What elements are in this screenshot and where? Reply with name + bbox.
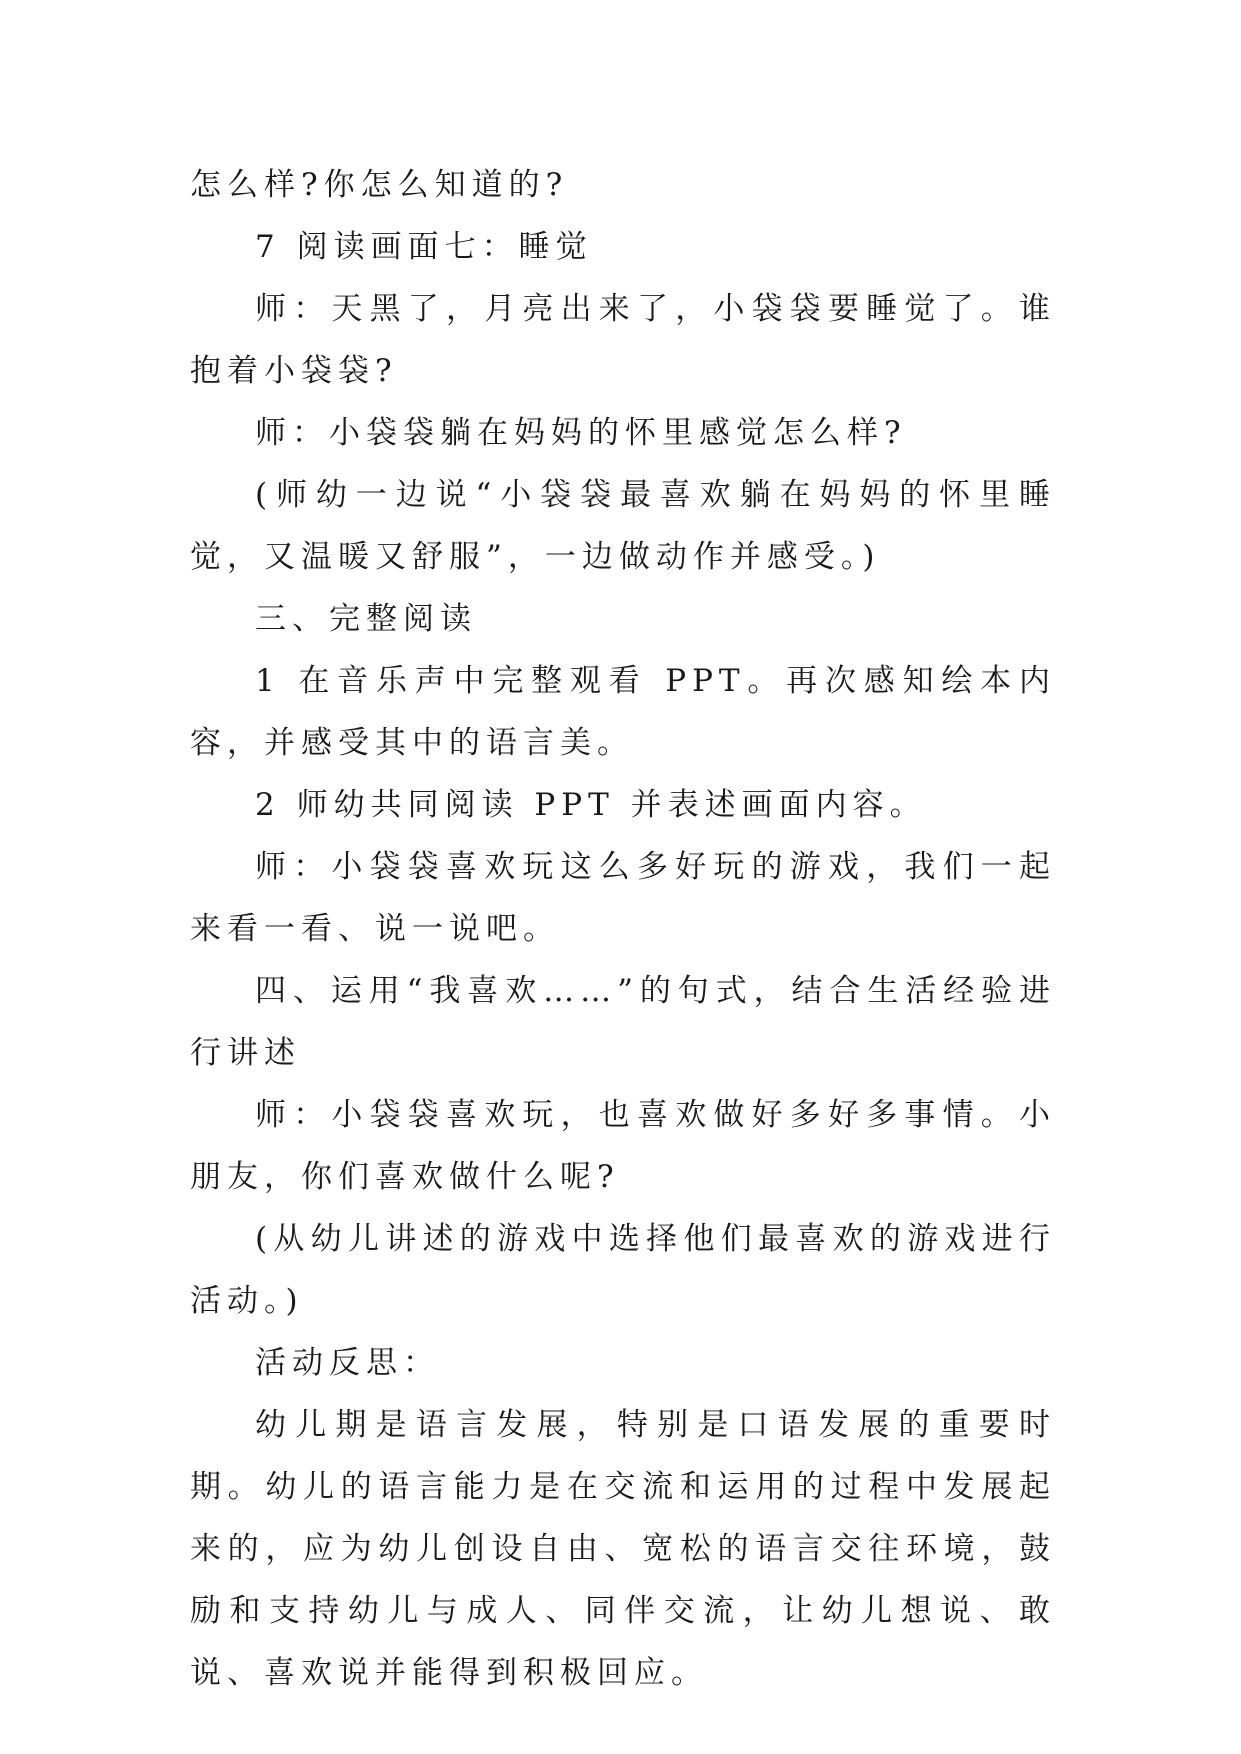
paragraph: 2 师幼共同阅读 PPT 并表述画面内容。 <box>255 787 927 823</box>
paragraph: 师：天黑了，月亮出来了，小袋袋要睡觉了。谁抱着小袋袋? <box>190 291 1056 389</box>
paragraph: 师：小袋袋躺在妈妈的怀里感觉怎么样? <box>255 415 907 451</box>
section-heading: 三、完整阅读 <box>255 601 477 637</box>
document-body <box>190 154 1056 1704</box>
paragraph: 1 在音乐声中完整观看 PPT。再次感知绘本内容，并感受其中的语言美。 <box>190 663 1056 761</box>
paragraph: 师：小袋袋喜欢玩这么多好玩的游戏，我们一起来看一看、说一说吧。 <box>190 849 1056 947</box>
paragraph: 师：小袋袋喜欢玩，也喜欢做好多好多事情。小朋友，你们喜欢做什么呢? <box>190 1097 1056 1195</box>
paragraph: 7 阅读画面七：睡觉 <box>255 229 593 265</box>
paragraph: 幼儿期是语言发展，特别是口语发展的重要时期。幼儿的语言能力是在交流和运用的过程中发展起来的，应为幼儿创设自由、宽松的语言交往环境，鼓励和支持幼儿与成人、同伴交流，让幼儿想说、敢说、喜欢说并能得到积极回应。 <box>190 1407 1056 1691</box>
section-heading: 四、运用“我喜欢……”的句式，结合生活经验进行讲述 <box>190 973 1056 1071</box>
paragraph: 怎么样?你怎么知道的? <box>190 167 569 203</box>
paragraph: (师幼一边说“小袋袋最喜欢躺在妈妈的怀里睡觉，又温暖又舒服”，一边做动作并感受。) <box>190 477 1056 575</box>
section-heading: 活动反思： <box>255 1345 440 1381</box>
paragraph: (从幼儿讲述的游戏中选择他们最喜欢的游戏进行活动。) <box>190 1221 1056 1319</box>
